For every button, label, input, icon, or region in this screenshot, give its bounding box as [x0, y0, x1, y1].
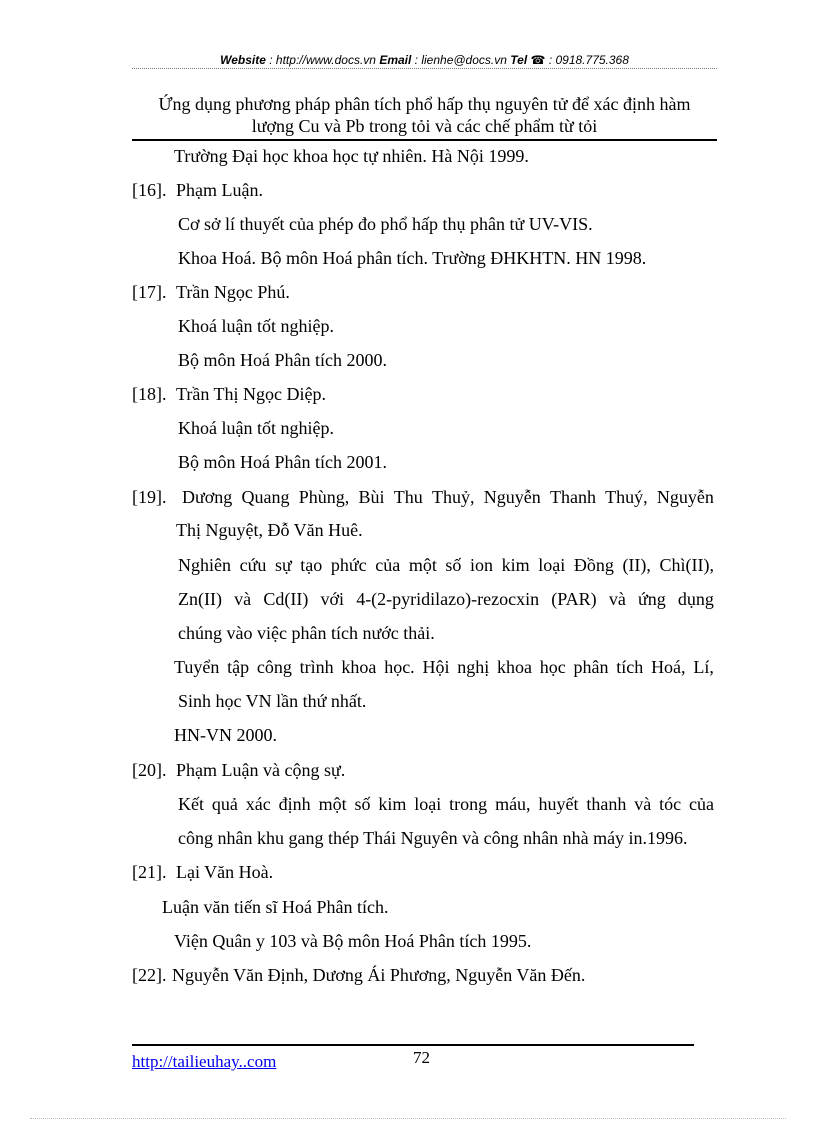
word: Cd(II) — [263, 589, 309, 609]
word: 4-(2-pyridilazo)-rezocxin — [356, 589, 540, 609]
ref19-author-line-1 — [182, 487, 714, 507]
footer-link[interactable]: http://tailieuhay..com — [132, 1052, 277, 1071]
tel-number: 0918.775.368 — [555, 53, 629, 67]
word: trong — [449, 794, 488, 814]
word: kim — [501, 555, 530, 575]
phone-icon: ☎ — [530, 53, 546, 67]
word: Dương — [182, 487, 233, 507]
ref20-title-line-2: công nhân khu gang thép Thái Nguyên và công nhân nhà máy in.1996. — [178, 828, 688, 848]
ref18-number: [18]. — [132, 384, 167, 404]
ref16-title: Cơ sở lí thuyết của phép đo phổ hấp thụ phân tử UV-VIS. — [178, 214, 593, 234]
word: kim — [378, 794, 407, 814]
word: (PAR) — [551, 589, 597, 609]
word: thanh — [586, 794, 627, 814]
word: định — [278, 794, 311, 814]
word: và — [234, 589, 252, 609]
word: máu, — [495, 794, 531, 814]
footer-divider — [132, 1044, 694, 1046]
word: loại — [414, 794, 442, 814]
word: ứng — [637, 589, 666, 609]
ref20-number: [20]. — [132, 760, 167, 780]
word: học — [539, 657, 566, 677]
ref19-title-line-2 — [178, 589, 714, 609]
ref18-title: Khoá luận tốt nghiệp. — [178, 418, 334, 438]
ref16-number: [16]. — [132, 180, 167, 200]
word: (II), — [622, 555, 651, 575]
word: khoa — [497, 657, 532, 677]
ref22-number: [22]. — [132, 965, 167, 985]
word: khoa — [341, 657, 377, 677]
word: Thuý, — [605, 487, 648, 507]
word: Zn(II) — [178, 589, 222, 609]
word: Tuyển — [174, 657, 220, 677]
word: trình — [299, 657, 334, 677]
word: ion — [470, 555, 494, 575]
ref20-author: Phạm Luận và cộng sự. — [176, 760, 346, 780]
title-line-2: lượng Cu và Pb trong tỏi và các chế phẩm từ tỏi — [251, 116, 598, 136]
word: Quang — [241, 487, 290, 507]
word: Kết — [178, 794, 204, 814]
word: sự — [274, 555, 292, 575]
ref16-author: Phạm Luận. — [176, 180, 263, 200]
word: quả — [211, 794, 238, 814]
word: nghị — [457, 657, 490, 677]
ref17-source: Bộ môn Hoá Phân tích 2000. — [178, 350, 387, 370]
ref19-source-line-1 — [174, 657, 714, 677]
document-title — [132, 93, 717, 137]
word: cứu — [239, 555, 267, 575]
word: và — [608, 589, 626, 609]
word: một — [318, 794, 347, 814]
word: dụng — [677, 589, 714, 609]
word: học. — [384, 657, 415, 677]
word: Hoá, — [651, 657, 686, 677]
ref21-author: Lại Văn Hoà. — [176, 862, 274, 882]
ref19-author-line-2: Thị Nguyệt, Đỗ Văn Huê. — [176, 520, 363, 540]
word: công — [256, 657, 292, 677]
word: tóc — [659, 794, 682, 814]
word: Phùng, — [298, 487, 350, 507]
website-url[interactable]: http://www.docs.vn — [275, 53, 376, 67]
website-label: Website — [220, 53, 266, 67]
ref19-number: [19]. — [132, 487, 167, 507]
ref21-title: Luận văn tiến sĩ Hoá Phân tích. — [162, 897, 389, 917]
word: Thanh — [549, 487, 596, 507]
ref21-number: [21]. — [132, 862, 167, 882]
ref18-source: Bộ môn Hoá Phân tích 2001. — [178, 452, 387, 472]
word: Hội — [422, 657, 450, 677]
title-line-1: Ứng dụng phương pháp phân tích phổ hấp thụ nguyên tử để xác định hàm — [158, 94, 691, 114]
word: phân — [573, 657, 609, 677]
ref16-source: Khoa Hoá. Bộ môn Hoá phân tích. Trường ĐHKHTN. HN 1998. — [178, 248, 647, 268]
ref19-source-line-3: HN-VN 2000. — [174, 725, 277, 745]
word: Đồng — [573, 555, 614, 575]
ref22-author: Nguyễn Văn Định, Dương Ái Phương, Nguyễn Văn Đến. — [172, 965, 586, 985]
word: một — [408, 555, 437, 575]
ref19-title-line-3: chúng vào việc phân tích nước thải. — [178, 623, 435, 643]
site-header: Website : http://www.docs.vn Email : lienhe@docs.vn Tel ☎ : 0918.775.368 — [220, 53, 629, 67]
page-edge — [30, 1118, 786, 1119]
word: loại — [538, 555, 566, 575]
ref19-title-line-1 — [178, 555, 714, 575]
ref17-number: [17]. — [132, 282, 167, 302]
word: tích — [616, 657, 644, 677]
word: huyết — [538, 794, 579, 814]
email-address[interactable]: lienhe@docs.vn — [421, 53, 507, 67]
word: và — [634, 794, 652, 814]
word: tập — [227, 657, 250, 677]
ref17-title: Khoá luận tốt nghiệp. — [178, 316, 334, 336]
word: Nguyễn — [656, 487, 714, 507]
word: phức — [330, 555, 367, 575]
email-label: Email — [379, 53, 412, 67]
word: Nguyễn — [483, 487, 541, 507]
word: với — [320, 589, 345, 609]
title-divider — [132, 139, 717, 141]
ref20-title-line-1 — [178, 794, 714, 814]
word: xác — [245, 794, 271, 814]
ref21-source: Viện Quân y 103 và Bộ môn Hoá Phân tích 1995. — [174, 931, 532, 951]
ref17-author: Trần Ngọc Phú. — [176, 282, 290, 302]
word: của — [689, 794, 714, 814]
ref18-author: Trần Thị Ngọc Diệp. — [176, 384, 326, 404]
word: Bùi — [358, 487, 385, 507]
ref15-continuation: Trường Đại học khoa học tự nhiên. Hà Nội 1999. — [174, 146, 529, 166]
header-divider — [132, 68, 717, 69]
word: Chì(II), — [659, 555, 714, 575]
word: số — [445, 555, 462, 575]
word: Thuỷ, — [431, 487, 475, 507]
word: Lí, — [693, 657, 714, 677]
word: Thu — [393, 487, 423, 507]
word: Nghiên — [178, 555, 231, 575]
tel-label: Tel — [510, 53, 528, 67]
word: tạo — [300, 555, 323, 575]
ref19-source-line-2: Sinh học VN lần thứ nhất. — [178, 691, 367, 711]
word: của — [375, 555, 401, 575]
page-number: 72 — [413, 1048, 430, 1067]
word: số — [354, 794, 371, 814]
